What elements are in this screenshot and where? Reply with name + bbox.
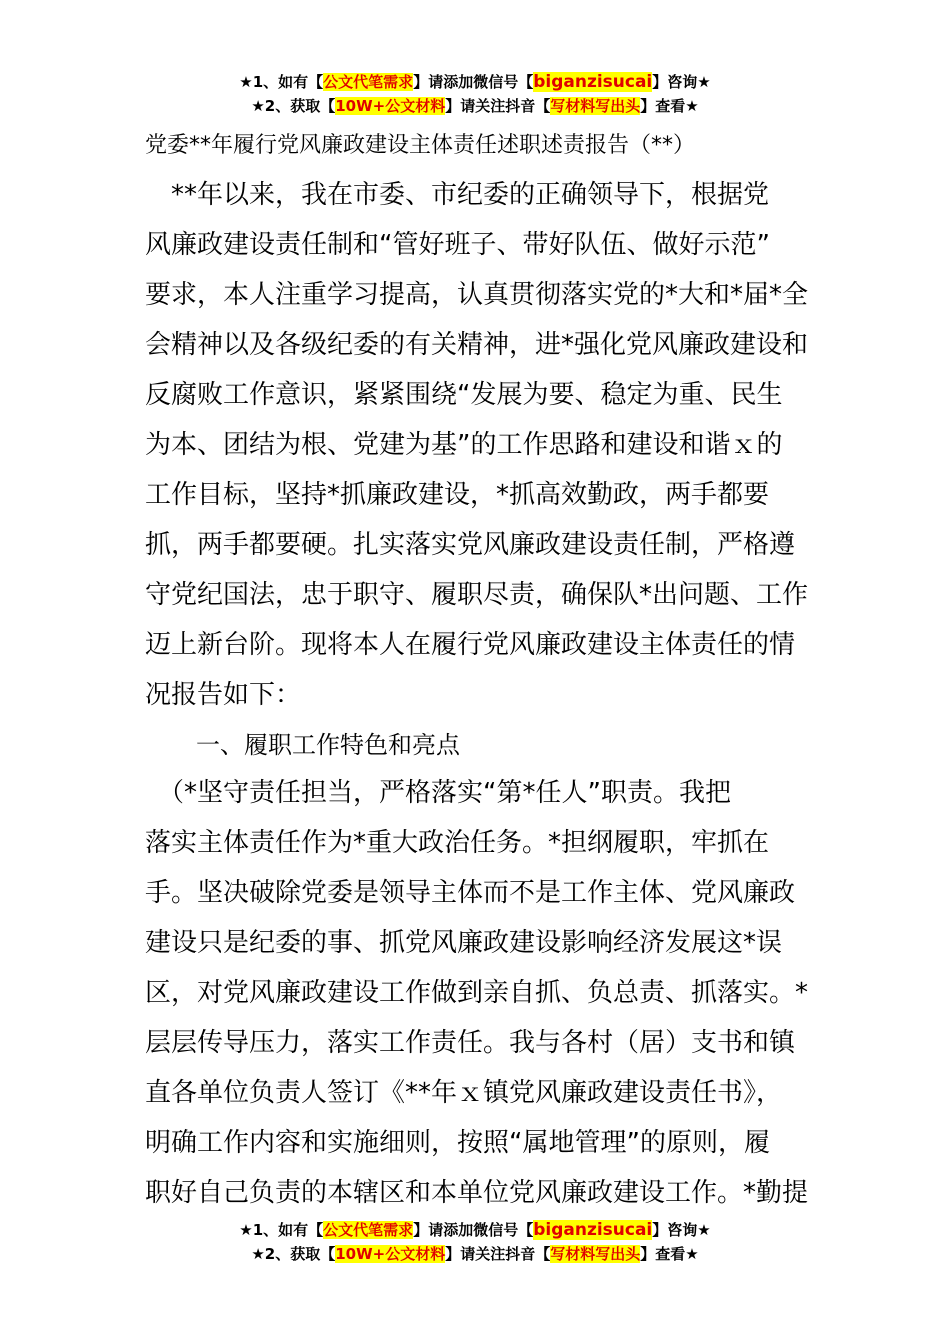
banner-text: ★1、如有【 [239,73,324,91]
paragraph-line: 职好自己负责的本辖区和本单位党风廉政建设工作。*勤提 [145,1178,809,1208]
banner-text: 】请关注抖音【 [445,97,551,115]
banner-highlight-douyin: 写材料写出头 [550,1245,641,1263]
banner-highlight-materials: 10W+公文材料 [335,97,446,115]
banner-line-1 [0,70,950,94]
banner-text: 】请添加微信号【 [413,1221,534,1239]
paragraph-line: 层层传导压力，落实工作责任。我与各村（居）支书和镇 [145,1028,796,1058]
paragraph-line: 会精神以及各级纪委的有关精神，进*强化党风廉政建设和 [145,330,809,360]
paragraph-line: 反腐败工作意识，紧紧围绕“发展为要、稳定为重、民生 [145,380,783,410]
banner-highlight-douyin: 写材料写出头 [550,97,641,115]
banner-line-2 [0,94,950,118]
paragraph-intro [145,170,810,720]
banner-text: 】咨询★ [652,1221,711,1239]
paragraph-line: 况报告如下： [145,680,302,710]
paragraph-line: 迈上新台阶。现将本人在履行党风廉政建设主体责任的情 [145,630,796,660]
banner-text: ★2、获取【 [251,97,336,115]
banner-highlight-wechat: biganzisucai [533,72,653,92]
banner-text: 】查看★ [640,97,699,115]
banner-highlight-service: 公文代笔需求 [323,1221,414,1239]
footer-banner [0,1218,950,1266]
banner-text: ★2、获取【 [251,1245,336,1263]
banner-highlight-wechat: biganzisucai [533,1220,653,1240]
paragraph-line: 抓，两手都要硬。扎实落实党风廉政建设责任制，严格遵 [145,530,796,560]
paragraph-line: 直各单位负责人签订《**年ｘ镇党风廉政建设责任书》， [145,1078,783,1108]
banner-highlight-materials: 10W+公文材料 [335,1245,446,1263]
banner-text: 】请添加微信号【 [413,73,534,91]
paragraph-section-1 [145,768,810,1218]
banner-line-1 [0,1218,950,1242]
paragraph-line: 风廉政建设责任制和“管好班子、带好队伍、做好示范” [145,230,770,260]
paragraph-line: **年以来，我在市委、市纪委的正确领导下，根据党 [145,180,770,210]
paragraph-line: 工作目标，坚持*抓廉政建设，*抓高效勤政，两手都要 [145,480,770,510]
banner-line-2 [0,1242,950,1266]
paragraph-line: 守党纪国法，忠于职守、履职尽责，确保队*出问题、工作 [145,580,809,610]
paragraph-line: 落实主体责任作为*重大政治任务。*担纲履职，牢抓在 [145,828,770,858]
paragraph-line: 手。坚决破除党委是领导主体而不是工作主体、党风廉政 [145,878,796,908]
paragraph-line: 明确工作内容和实施细则，按照“属地管理”的原则，履 [145,1128,770,1158]
banner-text: 】请关注抖音【 [445,1245,551,1263]
header-banner [0,70,950,118]
banner-text: 】查看★ [640,1245,699,1263]
paragraph-line: 为本、团结为根、党建为基”的工作思路和建设和谐ｘ的 [145,430,783,460]
banner-text: ★1、如有【 [239,1221,324,1239]
paragraph-line: 区，对党风廉政建设工作做到亲自抓、负总责、抓落实。* [145,978,809,1008]
paragraph-line: （*坚守责任担当，严格落实“第*任人”职责。我把 [145,778,731,808]
banner-highlight-service: 公文代笔需求 [323,73,414,91]
paragraph-line: 建设只是纪委的事、抓党风廉政建设影响经济发展这*误 [145,928,783,958]
section-heading: 一、履职工作特色和亮点 [196,731,460,759]
paragraph-line: 要求，本人注重学习提高，认真贯彻落实党的*大和*届*全 [145,280,809,310]
banner-text: 】咨询★ [652,73,711,91]
document-title: 党委**年履行党风廉政建设主体责任述职述责报告（**） [145,133,696,158]
